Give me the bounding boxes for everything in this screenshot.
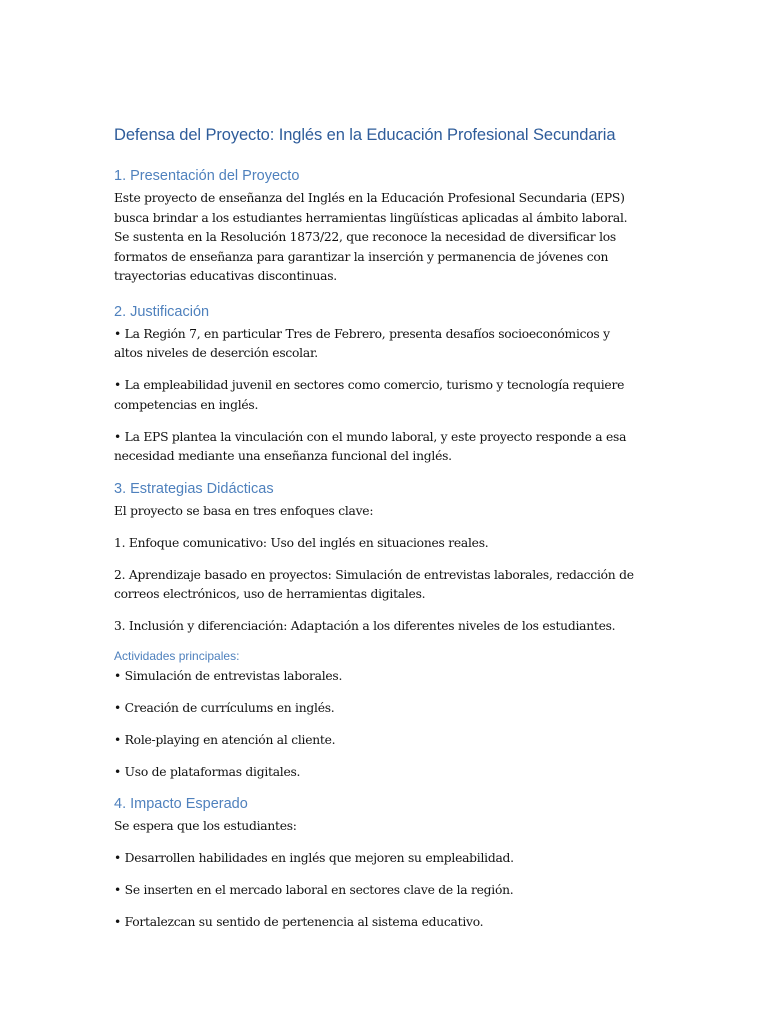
section-presentacion bbox=[114, 165, 634, 287]
section-heading: 2. Justificación bbox=[114, 303, 210, 320]
section-justificacion bbox=[114, 301, 634, 467]
document-title: Defensa del Proyecto: Inglés en la Educación Profesional Secundaria bbox=[114, 126, 616, 144]
paragraph: Este proyecto de enseñanza del Inglés en la Educación Profesional Secundaria (EPS) busca brindar a los estudiantes herramientas lingüísticas aplicadas al ámbito laboral. Se sustenta en la Resolución 1873/22, que reconoce la necesidad de diversificar los formatos de enseñanza para garantizar la inserción y permanencia de jóvenes con trayectorias educativas discontinuas. bbox=[114, 191, 628, 283]
paragraph: El proyecto se basa en tres enfoques clave: bbox=[114, 503, 374, 518]
paragraph: Se espera que los estudiantes: bbox=[114, 819, 297, 833]
subheading: Actividades principales: bbox=[114, 648, 240, 663]
bullet-paragraph: • Fortalezcan su sentido de pertenencia al sistema educativo. bbox=[114, 915, 484, 929]
bullet-paragraph: • Se inserten en el mercado laboral en sectores clave de la región. bbox=[114, 883, 514, 897]
bullet-paragraph: • Desarrollen habilidades en inglés que mejoren su empleabilidad. bbox=[114, 851, 514, 865]
document-page bbox=[114, 122, 634, 945]
numbered-paragraph: 2. Aprendizaje basado en proyectos: Simulación de entrevistas laborales, redacción de correos electrónicos, uso de herramientas digitales. bbox=[114, 567, 634, 601]
section-heading: 4. Impacto Esperado bbox=[114, 796, 248, 812]
section-impacto bbox=[114, 793, 634, 933]
numbered-paragraph: 3. Inclusión y diferenciación: Adaptación a los diferentes niveles de los estudiantes. bbox=[114, 619, 616, 633]
section-heading: 1. Presentación del Proyecto bbox=[114, 168, 300, 184]
activity-item: • Role-playing en atención al cliente. bbox=[114, 732, 336, 747]
activity-item: • Uso de plataformas digitales. bbox=[114, 764, 301, 779]
bullet-paragraph: • La empleabilidad juvenil en sectores como comercio, turismo y tecnología requiere competencias en inglés. bbox=[114, 378, 625, 412]
bullet-paragraph: • La EPS plantea la vinculación con el mundo laboral, y este proyecto responde a esa necesidad mediante una enseñanza funcional del inglés. bbox=[114, 429, 627, 463]
section-heading: 3. Estrategias Didácticas bbox=[114, 480, 274, 497]
activity-item: • Creación de currículums en inglés. bbox=[114, 700, 335, 715]
section-estrategias bbox=[114, 478, 634, 783]
bullet-paragraph: • La Región 7, en particular Tres de Febrero, presenta desafíos socioeconómicos y altos niveles de deserción escolar. bbox=[114, 326, 610, 360]
activity-item: • Simulación de entrevistas laborales. bbox=[114, 668, 343, 683]
numbered-paragraph: 1. Enfoque comunicativo: Uso del inglés en situaciones reales. bbox=[114, 535, 489, 550]
